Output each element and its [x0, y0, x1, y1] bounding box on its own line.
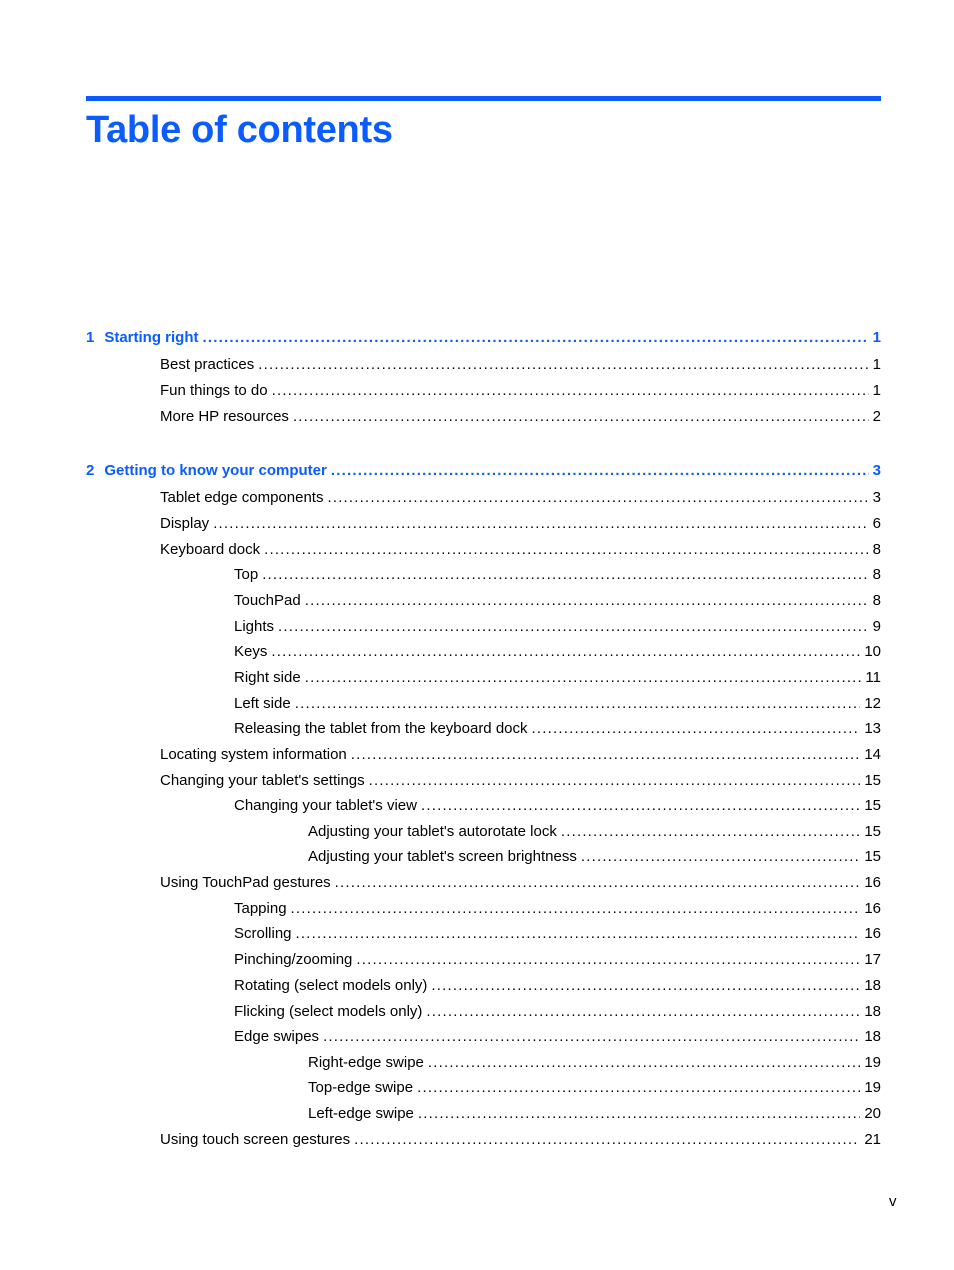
toc-entry-label: Edge swipes — [234, 1028, 320, 1045]
leader-dots — [354, 1131, 860, 1149]
toc-entry-tapping[interactable] — [234, 900, 881, 918]
leader-dots — [431, 977, 860, 995]
toc-entry-label: Scrolling — [234, 925, 292, 942]
toc-page-number: 16 — [864, 874, 881, 891]
leader-dots — [305, 592, 869, 610]
toc-entry-label: Using TouchPad gestures — [160, 874, 331, 891]
toc-entry-label: Releasing the tablet from the keyboard dock — [234, 720, 528, 737]
toc-page-number: 10 — [864, 643, 881, 660]
toc-page-number: 18 — [864, 1003, 881, 1020]
toc-page-number: 20 — [864, 1105, 881, 1122]
toc-page-number: 16 — [864, 900, 881, 917]
toc-entry-hp-resources[interactable] — [160, 408, 881, 426]
toc-page-number: 6 — [872, 515, 881, 532]
toc-entry-touchpad-gestures[interactable] — [160, 874, 881, 892]
toc-entry-label: Using touch screen gestures — [160, 1131, 351, 1148]
toc-entry-label: Keys — [234, 643, 268, 660]
toc-entry-rotating[interactable] — [234, 977, 881, 995]
toc-page-number: 16 — [864, 925, 881, 942]
toc-page-number: 18 — [864, 977, 881, 994]
leader-dots — [426, 1003, 860, 1021]
toc-entry-label: Top — [234, 566, 259, 583]
toc-entry-autorotate-lock[interactable] — [308, 823, 881, 841]
toc-entry-label: Fun things to do — [160, 382, 268, 399]
toc-entry-keys[interactable] — [234, 643, 881, 661]
toc-page-number: 12 — [864, 695, 881, 712]
toc-entry-display[interactable] — [160, 515, 881, 533]
leader-dots — [356, 951, 860, 969]
toc-entry-label: Rotating (select models only) — [234, 977, 428, 994]
toc-entry-edge-swipes[interactable] — [234, 1028, 881, 1046]
leader-dots — [278, 618, 869, 636]
toc-page-number: 3 — [872, 489, 881, 506]
toc-chapter-1[interactable] — [86, 329, 881, 347]
toc-page-number: 1 — [872, 356, 881, 373]
leader-dots — [581, 848, 860, 866]
toc-entry-tablet-view[interactable] — [234, 797, 881, 815]
toc-entry-label: Keyboard dock — [160, 541, 261, 558]
toc-entry-label: Pinching/zooming — [234, 951, 353, 968]
page-folio: v — [889, 1193, 897, 1210]
leader-dots — [327, 489, 868, 507]
leader-dots — [264, 541, 869, 559]
toc-entry-label: More HP resources — [160, 408, 289, 425]
toc-page-number: 8 — [872, 566, 881, 583]
toc-page-number: 2 — [872, 408, 881, 425]
leader-dots — [295, 695, 861, 713]
toc-page-number: 18 — [864, 1028, 881, 1045]
toc-entry-label — [86, 329, 203, 347]
leader-dots — [323, 1028, 860, 1046]
chapter-title: Getting to know your computer — [104, 462, 327, 479]
toc-entry-touch-screen-gestures[interactable] — [160, 1131, 881, 1149]
leader-dots — [291, 900, 861, 918]
toc-entry-left-edge-swipe[interactable] — [308, 1105, 881, 1123]
toc-page-number: 1 — [872, 329, 881, 346]
toc-entry-flicking[interactable] — [234, 1003, 881, 1021]
leader-dots — [331, 462, 869, 480]
toc-page-number: 1 — [872, 382, 881, 399]
toc-entry-label: Lights — [234, 618, 275, 635]
toc-entry-label: Left side — [234, 695, 291, 712]
toc-page-number: 9 — [872, 618, 881, 635]
toc-page-number: 21 — [864, 1131, 881, 1148]
toc-entry-label: Left-edge swipe — [308, 1105, 414, 1122]
toc-entry-label: Right-edge swipe — [308, 1054, 424, 1071]
toc-page-number: 15 — [864, 797, 881, 814]
toc-entry-label: Changing your tablet's settings — [160, 772, 365, 789]
toc-page-number: 3 — [872, 462, 881, 479]
leader-dots — [213, 515, 868, 533]
toc-entry-lights[interactable] — [234, 618, 881, 636]
leader-dots — [421, 797, 860, 815]
toc-page-number: 14 — [864, 746, 881, 763]
leader-dots — [305, 669, 862, 687]
toc-entry-best-practices[interactable] — [160, 356, 881, 374]
toc-page-number: 15 — [864, 848, 881, 865]
toc-entry-screen-brightness[interactable] — [308, 848, 881, 866]
leader-dots — [203, 329, 869, 347]
leader-dots — [418, 1105, 860, 1123]
toc-entry-fun-things[interactable] — [160, 382, 881, 400]
toc-entry-label: Best practices — [160, 356, 255, 373]
toc-entry-label: Display — [160, 515, 210, 532]
toc-entry-label: Top-edge swipe — [308, 1079, 414, 1096]
toc-entry-releasing-tablet[interactable] — [234, 720, 881, 738]
page-title: Table of contents — [86, 109, 393, 151]
toc-entry-label: TouchPad — [234, 592, 301, 609]
toc-entry-label: Right side — [234, 669, 301, 686]
leader-dots — [262, 566, 868, 584]
toc-entry-top-edge-swipe[interactable] — [308, 1079, 881, 1097]
chapter-number: 1 — [86, 329, 95, 346]
leader-dots — [351, 746, 861, 764]
toc-entry-scrolling[interactable] — [234, 925, 881, 943]
chapter-title: Starting right — [104, 329, 199, 346]
toc-entry-keyboard-dock[interactable] — [160, 541, 881, 559]
toc-entry-label: Adjusting your tablet's autorotate lock — [308, 823, 557, 840]
toc-page-number: 15 — [864, 823, 881, 840]
leader-dots — [369, 772, 861, 790]
toc-entry-label: Adjusting your tablet's screen brightness — [308, 848, 577, 865]
toc-entry-left-side[interactable] — [234, 695, 881, 713]
leader-dots — [561, 823, 860, 841]
leader-dots — [258, 356, 868, 374]
toc-entry-right-side[interactable] — [234, 669, 881, 687]
toc-chapter-2[interactable] — [86, 462, 881, 480]
toc-entry-label: Tapping — [234, 900, 287, 917]
toc-page-number: 17 — [864, 951, 881, 968]
toc-entry-tablet-settings[interactable] — [160, 772, 881, 790]
leader-dots — [272, 382, 869, 400]
toc-entry-tablet-edge[interactable] — [160, 489, 881, 507]
title-rule — [86, 96, 881, 101]
leader-dots — [532, 720, 861, 738]
leader-dots — [271, 643, 860, 661]
toc-page-number: 19 — [864, 1054, 881, 1071]
toc-page-number: 11 — [865, 669, 881, 686]
toc-page-number: 13 — [864, 720, 881, 737]
toc-page-number: 19 — [864, 1079, 881, 1096]
leader-dots — [335, 874, 861, 892]
toc-entry-label: Locating system information — [160, 746, 347, 763]
toc-entry-touchpad[interactable] — [234, 592, 881, 610]
toc-entry-system-info[interactable] — [160, 746, 881, 764]
leader-dots — [428, 1054, 860, 1072]
leader-dots — [293, 408, 869, 426]
toc-page-number: 8 — [872, 541, 881, 558]
toc-entry-top[interactable] — [234, 566, 881, 584]
leader-dots — [417, 1079, 860, 1097]
chapter-number: 2 — [86, 462, 95, 479]
toc-entry-label: Changing your tablet's view — [234, 797, 417, 814]
toc-page-number: 8 — [872, 592, 881, 609]
toc-page-number: 15 — [864, 772, 881, 789]
toc-entry-label — [86, 462, 331, 480]
leader-dots — [296, 925, 861, 943]
toc-entry-pinching-zooming[interactable] — [234, 951, 881, 969]
toc-entry-label: Tablet edge components — [160, 489, 324, 506]
toc-entry-right-edge-swipe[interactable] — [308, 1054, 881, 1072]
toc-entry-label: Flicking (select models only) — [234, 1003, 423, 1020]
